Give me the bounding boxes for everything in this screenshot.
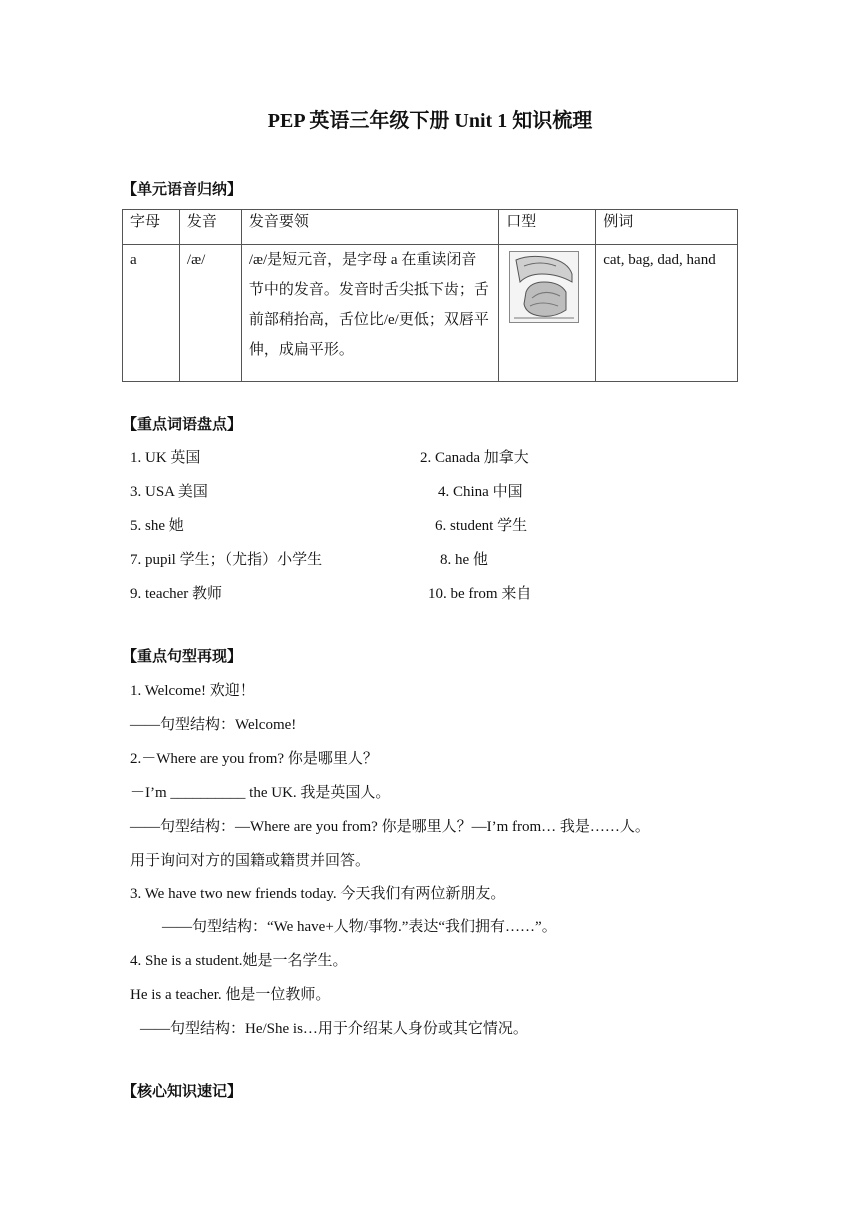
table-header-row [123, 210, 738, 245]
sentence-line: 4. She is a student.她是一名学生。 [130, 953, 348, 969]
vocab-item: 7. pupil 学生；（尤指）小学生 [130, 552, 323, 568]
sentence-line: －I’m __________ the UK. 我是英国人。 [130, 785, 391, 801]
sentence-line: ——句型结构：“We have+人物/事物.”表达“我们拥有……”。 [162, 919, 557, 935]
cell-letter: a [123, 245, 180, 382]
header-tip: 发音要领 [241, 210, 498, 245]
vocab-item: 6. student 学生 [435, 518, 528, 534]
sentence-line: 2.－Where are you from? 你是哪里人？ [130, 751, 378, 767]
header-mouth: 口型 [499, 210, 596, 245]
vocab-item: 4. China 中国 [438, 484, 523, 500]
vocab-item: 8. he 他 [440, 552, 488, 568]
vocab-item: 2. Canada 加拿大 [420, 450, 529, 466]
sentences-heading: 【重点句型再现】 [122, 647, 243, 665]
phonics-heading: 【单元语音归纳】 [122, 180, 243, 198]
vocab-item: 9. teacher 教师 [130, 586, 223, 602]
cell-tip: /æ/是短元音，是字母 a 在重读闭音节中的发音。发音时舌尖抵下齿；舌前部稍抬高，舌位比/e/更低；双唇平伸，成扁平形。 [241, 245, 498, 382]
header-examples: 例词 [596, 210, 738, 245]
sentence-line: He is a teacher. 他是一位教师。 [130, 987, 331, 1003]
sentence-line: 用于询问对方的国籍或籍贯并回答。 [130, 853, 371, 869]
phonics-table [122, 209, 738, 382]
page-title: PEP 英语三年级下册 Unit 1 知识梳理 [267, 110, 593, 132]
sentence-line: ——句型结构：—Where are you from? 你是哪里人？—I’m from… 我是……人。 [130, 819, 650, 835]
header-letter: 字母 [123, 210, 180, 245]
sentence-line: ——句型结构：Welcome! [130, 717, 297, 733]
vocab-heading: 【重点词语盘点】 [122, 415, 243, 433]
vocab-item: 10. be from 来自 [428, 586, 532, 602]
sentence-line: 1. Welcome! 欢迎！ [130, 683, 255, 699]
sentence-line: 3. We have two new friends today. 今天我们有两位新朋友。 [130, 886, 506, 902]
header-sound: 发音 [179, 210, 241, 245]
cell-mouth [499, 245, 596, 382]
vocab-item: 3. USA 美国 [130, 484, 208, 500]
mouth-shape-image [509, 251, 579, 323]
core-heading: 【核心知识速记】 [122, 1082, 243, 1100]
cell-sound: /æ/ [179, 245, 241, 382]
table-row [123, 245, 738, 382]
sentence-line: ——句型结构：He/She is…用于介绍某人身份或其它情况。 [140, 1021, 528, 1037]
vocab-item: 1. UK 英国 [130, 450, 201, 466]
vocab-item: 5. she 她 [130, 518, 184, 534]
cell-examples: cat, bag, dad, hand [596, 245, 738, 382]
